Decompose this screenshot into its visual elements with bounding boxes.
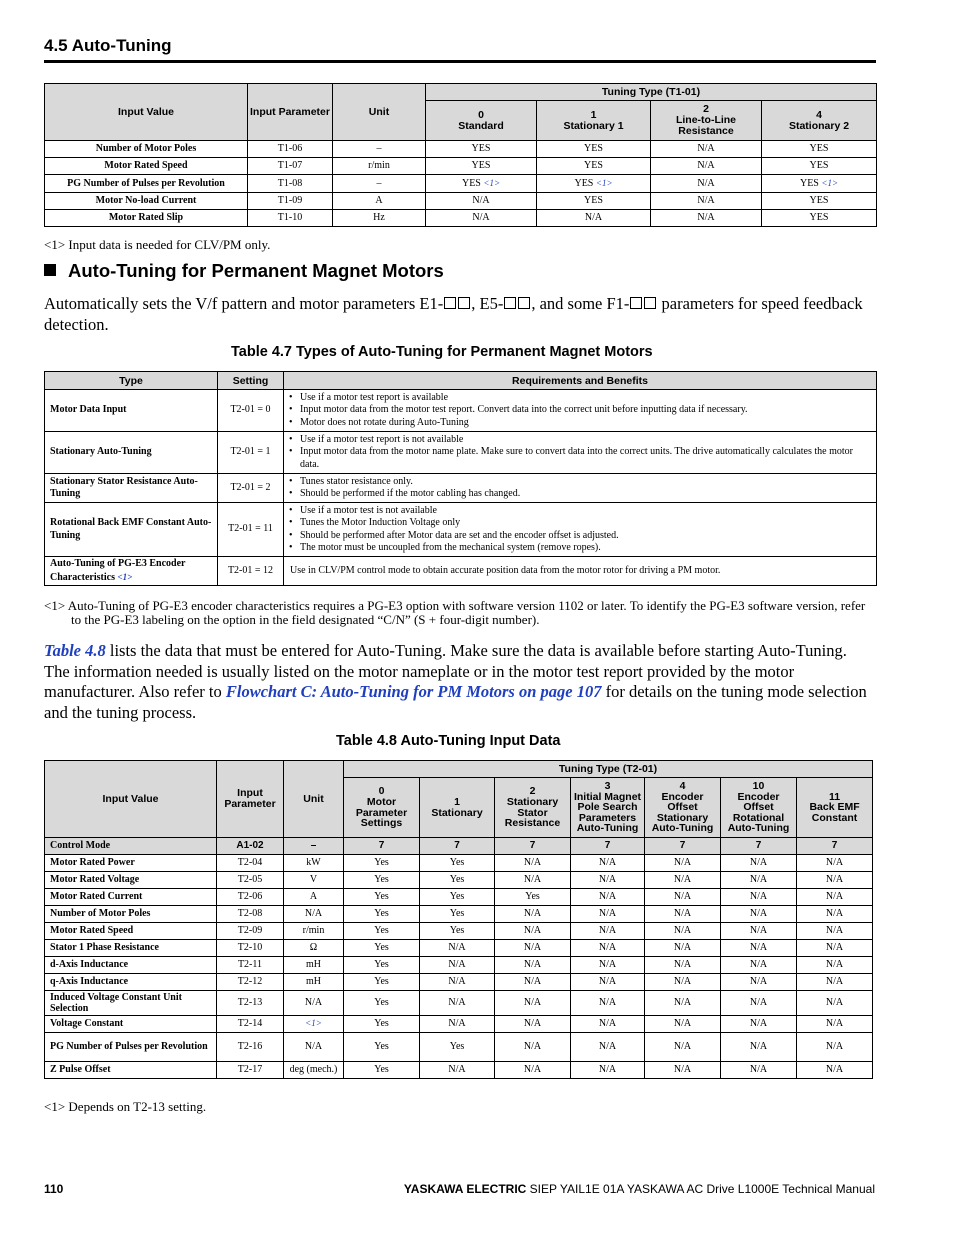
type-header: 4 Stationary 2: [762, 101, 877, 141]
table-row: Motor Data Input T2-01 = 0 • Use if a motor test report is available • Input motor data from the motor test report. Convert data into the correct unit before inputting data if necessary. • Motor does not rotate during Auto-Tuning: [45, 390, 877, 432]
flowchart-c-link[interactable]: Flowchart C: Auto-Tuning for PM Motors on page 107: [225, 682, 602, 701]
header-rule: [44, 60, 876, 63]
placeholder-box-icon: [644, 297, 656, 309]
type-header: 2 Line-to-Line Resistance: [651, 101, 762, 141]
col-header-unit: Unit: [284, 761, 344, 838]
type-header: 1 Stationary: [420, 778, 495, 838]
placeholder-box-icon: [630, 297, 642, 309]
table-row: Z Pulse Offset T2-17 deg (mech.) Yes N/A N/A N/A N/A N/A N/A: [45, 1062, 873, 1079]
table-row: Stationary Stator Resistance Auto-Tuning T2-01 = 2 • Tunes stator resistance only. • Should be performed if the motor cabling has changed.: [45, 474, 877, 503]
table-row: Motor Rated Slip T1-10 Hz N/A N/A N/A YES: [45, 210, 877, 227]
placeholder-box-icon: [504, 297, 516, 309]
type-header: 1 Stationary 1: [537, 101, 651, 141]
type-header: 4 Encoder Offset Stationary Auto-Tuning: [645, 778, 721, 838]
col-header-input-value: Input Value: [45, 761, 217, 838]
table48-paragraph: Table 4.8 lists the data that must be entered for Auto-Tuning. Make sure the data is available before starting Auto-Tuning. The information needed is usually listed on the motor nameplate or in the motor test report provided by the motor manufacturer. Also refer to Flowchart C: Auto-Tuning for PM Motors on page 107 for details on the tuning mode selection and the tuning process.: [44, 641, 867, 722]
pm-intro-paragraph: Automatically sets the V/f pattern and motor parameters E1- , E5- , and some F1- parameters for speed feedback detection.: [44, 294, 863, 334]
page-number: 110: [44, 1182, 64, 1196]
table-row: Auto-Tuning of PG-E3 Encoder Characteristics <1> T2-01 = 12 Use in CLV/PM control mode to obtain accurate position data from the motor rotor for driving a PM motor.: [45, 557, 877, 586]
col-header-requirements: Requirements and Benefits: [284, 372, 877, 390]
col-header-tuning-type: Tuning Type (T2-01): [344, 761, 873, 778]
placeholder-box-icon: [518, 297, 530, 309]
table-row: Motor Rated Speed T1-07 r/min YES YES N/A YES: [45, 158, 877, 175]
table-row: Number of Motor Poles T2-08 N/A Yes Yes N/A N/A N/A N/A N/A: [45, 906, 873, 923]
table-row: Motor Rated Power T2-04 kW Yes Yes N/A N/A N/A N/A N/A: [45, 855, 873, 872]
col-header-input-parameter: Input Parameter: [248, 84, 333, 141]
table2-caption: Table 4.7 Types of Auto-Tuning for Permanent Magnet Motors: [231, 344, 653, 360]
table-row: Number of Motor Poles T1-06 – YES YES N/A YES: [45, 141, 877, 158]
type-header: 0 Motor Parameter Settings: [344, 778, 420, 838]
col-header-unit: Unit: [333, 84, 426, 141]
table1-footnote: <1> Input data is needed for CLV/PM only.: [44, 237, 271, 252]
footnote-link[interactable]: <1>: [117, 571, 133, 582]
col-header-tuning-type: Tuning Type (T1-01): [426, 84, 877, 101]
table-row: Motor No-load Current T1-09 A N/A YES N/A YES: [45, 193, 877, 210]
table-4-8-link[interactable]: Table 4.8: [44, 641, 106, 660]
pm-auto-tuning-types-table: [44, 371, 877, 586]
table-row: Induced Voltage Constant Unit Selection T2-13 N/A Yes N/A N/A N/A N/A N/A N/A: [45, 991, 873, 1016]
footnote-link[interactable]: <1>: [305, 1018, 322, 1029]
table-row: Voltage Constant T2-14 <1> Yes N/A N/A N/A N/A N/A N/A: [45, 1016, 873, 1033]
table3-footnote: <1> Depends on T2-13 setting.: [44, 1099, 207, 1114]
col-header-input-parameter: Input Parameter: [217, 761, 284, 838]
placeholder-box-icon: [444, 297, 456, 309]
type-header: 3 Initial Magnet Pole Search Parameters Auto-Tuning: [571, 778, 645, 838]
footnote-link[interactable]: <1>: [483, 178, 501, 188]
auto-tuning-input-data-table: [44, 760, 873, 1079]
footnote-link[interactable]: <1>: [821, 178, 839, 188]
type-header: 0 Standard: [426, 101, 537, 141]
table2-footnote: <1> Auto-Tuning of PG-E3 encoder characteristics requires a PG-E3 option with software version 1102 or later. To identify the PG-E3 software version, refer to the PG-E3 labeling on the option in the field designated “C/N” (S + four-digit number).: [44, 598, 866, 627]
tuning-type-t1-table: [44, 83, 877, 227]
table-row: Motor Rated Current T2-06 A Yes Yes Yes N/A N/A N/A N/A: [45, 889, 873, 906]
section-heading: 4.5 Auto-Tuning: [44, 36, 172, 55]
table-row: d-Axis Inductance T2-11 mH Yes N/A N/A N/A N/A N/A N/A: [45, 957, 873, 974]
table-row: Rotational Back EMF Constant Auto-Tuning T2-01 = 11 • Use if a motor test is not available • Tunes the Motor Induction Voltage only • Should be performed after Motor data are set and the encoder offset is adjusted. • The motor must be uncoupled from the mechanical system (remove ropes).: [45, 503, 877, 557]
type-header: 2 Stationary Stator Resistance: [495, 778, 571, 838]
table3-caption: Table 4.8 Auto-Tuning Input Data: [336, 733, 561, 749]
pm-section-heading: Auto-Tuning for Permanent Magnet Motors: [44, 260, 444, 282]
table-row: q-Axis Inductance T2-12 mH Yes N/A N/A N/A N/A N/A N/A: [45, 974, 873, 991]
type-header: 11 Back EMF Constant: [797, 778, 873, 838]
control-mode-row: Control Mode A1-02 – 7 7 7 7 7 7 7: [45, 838, 873, 855]
footer-manual-title: YASKAWA ELECTRIC SIEP YAIL1E 01A YASKAWA AC Drive L1000E Technical Manual: [403, 1182, 875, 1196]
table-row: Stator 1 Phase Resistance T2-10 Ω Yes N/A N/A N/A N/A N/A N/A: [45, 940, 873, 957]
table-row: Motor Rated Voltage T2-05 V Yes Yes N/A N/A N/A N/A N/A: [45, 872, 873, 889]
col-header-input-value: Input Value: [45, 84, 248, 141]
table-row: Motor Rated Speed T2-09 r/min Yes Yes N/A N/A N/A N/A N/A: [45, 923, 873, 940]
square-bullet-icon: [44, 264, 56, 276]
placeholder-box-icon: [458, 297, 470, 309]
table-row: PG Number of Pulses per Revolution T2-16 N/A Yes Yes N/A N/A N/A N/A N/A: [45, 1033, 873, 1062]
table-row: Stationary Auto-Tuning T2-01 = 1 • Use if a motor test report is not available • Input motor data from the motor name plate. Make sure to convert data into the correct units. The drive automatically calculates the motor data.: [45, 432, 877, 474]
table-row: PG Number of Pulses per Revolution T1-08 – YES <1> YES <1> N/A YES <1>: [45, 175, 877, 193]
col-header-setting: Setting: [218, 372, 284, 390]
col-header-type: Type: [45, 372, 218, 390]
type-header: 10 Encoder Offset Rotational Auto-Tuning: [721, 778, 797, 838]
footnote-link[interactable]: <1>: [595, 178, 613, 188]
